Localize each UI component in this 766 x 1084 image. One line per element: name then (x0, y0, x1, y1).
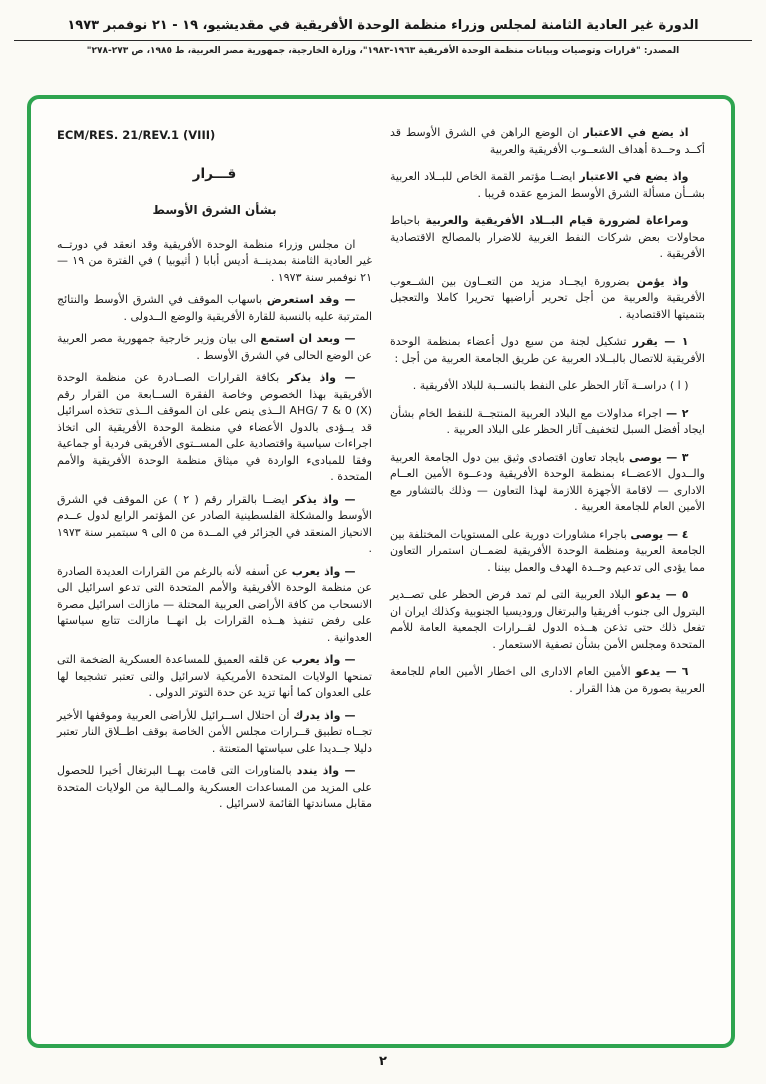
paragraph (57, 652, 372, 702)
paragraph-lead: ٢ — (666, 406, 689, 420)
paragraph-text: بكافة القرارات الصــادرة عن منظمة الوحدة الأفريقية بهذا الخصوص وخاصة الفقرة الســابعة من القرار رقم AHG/ 7 & 0 (X) الــذى ينص على ان الموقف الــذى تتخذه اسرائيل قد يــؤدى بالدول الأعضاء في منظمة الوحدة الأفريقية الى اتخاذ اجراءات سياسية واقتصادية على المســتوى الأفريقى فردية أو جماعية وفقا للمبادىء الواردة في ميثاق منظمة الوحدة الأفريقية والأمم المتحدة . (57, 371, 372, 483)
resolution-title: قـــرار (192, 166, 237, 183)
paragraph (57, 331, 372, 364)
session-title: الدورة غير العادية الثامنة لمجلس وزراء منظمة الوحدة الأفريقية في مقديشيو، ١٩ - ٢١ نوفمبر ١٩٧٣ (67, 18, 699, 33)
document-left-column (57, 125, 372, 1026)
paragraph-lead: — واذ يدرك (293, 708, 356, 722)
paragraph-lead: — وبعد ان استمع (260, 332, 356, 345)
paragraph (390, 406, 705, 439)
paragraph-lead: اذ يضع في الاعتبار (583, 126, 689, 139)
paragraph-lead: ٦ — يدعو (635, 665, 689, 678)
paragraph-text: عن قلقه العميق للمساعدة العسكرية الضخمة التى تمنحها الولايات المتحدة الأمريكية لاسرائيل والتى تعتبر تشجيعا لها على العدوان كما أنها تزيد عن حدة التوتر الدولى . (57, 653, 372, 699)
paragraph (390, 213, 705, 263)
paragraph-text: ايضــا مؤتمر القمة الخاص للبــلاد العربية بشــأن مسألة الشرق الأوسط المزمع عقده قريبا . (390, 170, 705, 200)
paragraph-text: اجراء مداولات مع البلاد العربية المنتجــة للنفط الخام بشأن ايجاد أفضل السبل لتخفيف آثار الحظر على البلاد العربية . (390, 406, 705, 436)
paragraph (390, 527, 705, 577)
paragraph-lead: ومراعاة لضرورة قيام البــلاد الأفريقية والعربية (425, 214, 689, 227)
paragraph-lead: ١ — يقرر (632, 335, 689, 348)
paragraph-lead: واذ يؤمن (636, 274, 689, 288)
paragraph-text: ( ا ) دراســة آثار الحظر على النفط بالنســبة للبلاد الأفريقية . (412, 379, 689, 392)
paragraph-text: البلاد العربية التى لم تمد فرض الحظر على تصــدير البترول الى جنوب أفريقيا والبرتغال وروديسيا الجنوبية وكذلك ايران ان تفعل ذلك حتى تذعن هــذه الدول لقــرارات الجمعية العامة للأمم المتحدة ومجلس الأمن بشأن تصفية الاستعمار . (390, 588, 705, 651)
paragraph-lead: واذ يضع في الاعتبار (579, 170, 689, 183)
paragraph-text: تشكيل لجنة من سبع دول أعضاء بمنظمة الوحدة الأفريقية للاتصال بالبــلاد العربية عن طريق الجامعة العربية من أجل : (390, 335, 705, 365)
paragraph-text: ان الوضع الراهن في الشرق الأوسط قد أكــد وحــدة أهداف الشعــوب الأفريقية والعربية (390, 126, 705, 156)
paragraph (57, 564, 372, 647)
two-column-layout (31, 99, 731, 1044)
paragraph (57, 492, 372, 558)
paragraph-text: عن أسفه لأنه بالرغم من القرارات العديدة الصادرة عن منظمة الوحدة الأفريقية والأمم المتحدة التى تدعو اسرائيل الى الانسحاب من كافة الأراضى العربية المحتلة — مازالت اسرائيل مصرة على رفض تنفيذ هــذه القرارات بل انهــا مازالت تتابع سياستها العدوانية . (57, 564, 372, 644)
paragraph-text: بضرورة ايجــاد مزيد من التعــاون بين الشــعوب الأفريقية والعربية من أجل تحرير أراضيها تحريرا كاملا والتعجيل بتنميتها الاقتصادية . (390, 274, 705, 321)
document-frame (27, 95, 735, 1048)
paragraph-lead: ٥ — يدعو (635, 588, 689, 601)
paragraph-lead: — واذ يعرب (291, 653, 356, 666)
resolution-ref-code: ECM/RES. 21/REV.1 (VIII) (57, 128, 216, 142)
paragraph-text: باجراء مشاورات دورية على المستويات المختلفة بين الجامعة العربية ومنظمة الوحدة الأفريقية لضمــان استمرار التعاون مما يؤدى الى تدعيم وحــدة الهدف والعمل بيننا . (389, 527, 705, 574)
source-citation: المصدر: "قرارات وتوصيات وبيانات منظمة الوحدة الأفريقية ١٩٦٣-١٩٨٣"، وزارة الخارجية، جمهورية مصر العربية، ط ١٩٨٥، ص ٢٧٣-٢٧٨" (86, 46, 680, 56)
paragraph-lead: ٣ — يوصى (629, 450, 689, 464)
paragraph (57, 763, 372, 813)
paragraph (390, 450, 705, 516)
paragraph (57, 292, 372, 325)
paragraph (57, 370, 372, 486)
paragraph-text: الأمين العام الادارى الى اخطار الأمين العام للجامعة العربية بصورة من هذا القرار . (390, 665, 705, 695)
paragraph (390, 378, 705, 395)
paragraph-lead: — واذ يندد (296, 764, 356, 777)
document-right-column (390, 125, 705, 1026)
paragraph-text: ايضــا بالقرار رقم ( ٢ ) عن الموقف في الشرق الأوسط والمشكلة الفلسطينية الصادر عن المؤتمر الرابع لدول عــدم الانحياز المنعقد في الجزائر في المــدة من ٥ الى ٩ سبتمبر سنة ١٩٧٣ . (57, 492, 372, 555)
paragraph-lead: ٤ — يوصى (630, 527, 689, 541)
paragraph-text: ان مجلس وزراء منظمة الوحدة الأفريقية وقد انعقد في دورتــه غير العادية الثامنة بمدينــة أديس أبابا ( أثيوبيا ) في الفترة من ١٩ — ٢١ نوفمبر سنة ١٩٧٣ . (57, 237, 372, 284)
paragraph-lead: — واذ يذكر (287, 371, 356, 384)
paragraph-lead: — واذ يعرب (291, 564, 356, 578)
paragraph (390, 274, 705, 324)
paragraph (390, 169, 705, 202)
paragraph-text: باحباط محاولات بعض شركات النفط الغربية للاضرار بالمصالح الاقتصادية الأفريقية . (390, 214, 705, 260)
paragraph-text: بالمناورات التى قامت بهــا البرتغال أخيرا للحصول على المزيد من المساعدات العسكرية والمــالية من الولايات المتحدة مقابل مساندتها القائمة لاسرائيل . (57, 764, 372, 810)
paragraph-text: بايجاد تعاون اقتصادى وثيق بين دول الجامعة العربية والــدول الاعضــاء بمنظمة الوحدة الأفريقية ودعــوة الأمين العــام الادارى — لاقامة الأجهزة اللازمة لهذا التعاون — وذلك بالتشاور مع الأمين العام للجامعة العربية . (390, 450, 705, 513)
resolution-subtitle: بشأن الشرق الأوسط (152, 202, 277, 217)
paragraph (57, 237, 372, 287)
paragraph (390, 334, 705, 367)
header-divider (14, 40, 752, 41)
paragraph-text: الى بيان وزير خارجية جمهورية مصر العربية عن الوضع الحالى في الشرق الأوسط . (57, 332, 372, 362)
paragraph-lead: — واذ يذكر (293, 492, 356, 506)
page-number: ٢ (379, 1054, 387, 1069)
page-header (12, 18, 754, 56)
paragraph (57, 708, 372, 758)
paragraph-lead: — وقد استعرض (266, 293, 356, 306)
paragraph (390, 664, 705, 697)
paragraph-text: أن احتلال اســرائيل للأراضى العربية وموقفها الأخير تجــاه تطبيق قــرارات مجلس الأمن الخاصة بوقف اطــلاق النار تعتبر دليلا جــديدا على سياستها المتعنتة . (57, 708, 372, 755)
paragraph-text: باسهاب الموقف في الشرق الأوسط والنتائج المترتبة عليه بالنسبة للقارة الأفريقية والوضع الــدولى . (57, 293, 372, 323)
paragraph (390, 125, 705, 158)
paragraph (390, 587, 705, 653)
